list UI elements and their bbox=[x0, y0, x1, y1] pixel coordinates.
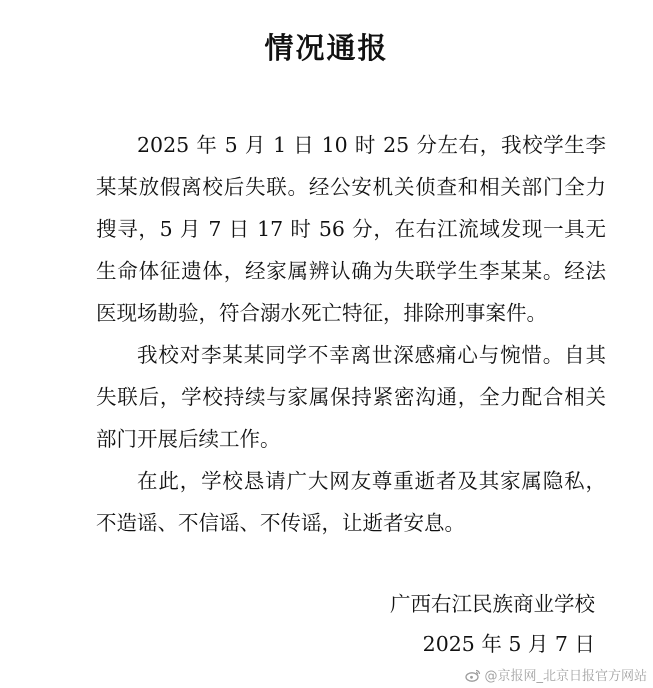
paragraph-appeal: 在此，学校恳请广大网友尊重逝者及其家属隐私，不造谣、不信谣、不传谣，让逝者安息。 bbox=[96, 469, 606, 535]
watermark-text: @京报网_北京日报官方网站 bbox=[484, 669, 647, 684]
weibo-icon bbox=[465, 668, 481, 682]
document-body bbox=[96, 124, 606, 544]
paragraph-incident: 2025 年 5 月 1 日 10 时 25 分左右，我校学生李某某放假离校后失联。经公安机关侦查和相关部门全力搜寻，5 月 7 日 17 时 56 分，在右江流域发现一具无生命体征遗体，经家属辨认确为失联学生李某某。经法医现场勘验，符合溺水死亡特征，排除刑事案件。 bbox=[96, 133, 606, 325]
signature-block bbox=[390, 584, 595, 664]
watermark bbox=[465, 665, 647, 684]
signature-organization: 广西右江民族商业学校 bbox=[390, 592, 595, 616]
document-title: 情况通报 bbox=[264, 31, 389, 65]
signature-date: 2025 年 5 月 7 日 bbox=[422, 632, 595, 656]
paragraph-condolence: 我校对李某某同学不幸离世深感痛心与惋惜。自其失联后，学校持续与家属保持紧密沟通，全力配合相关部门开展后续工作。 bbox=[96, 343, 606, 451]
